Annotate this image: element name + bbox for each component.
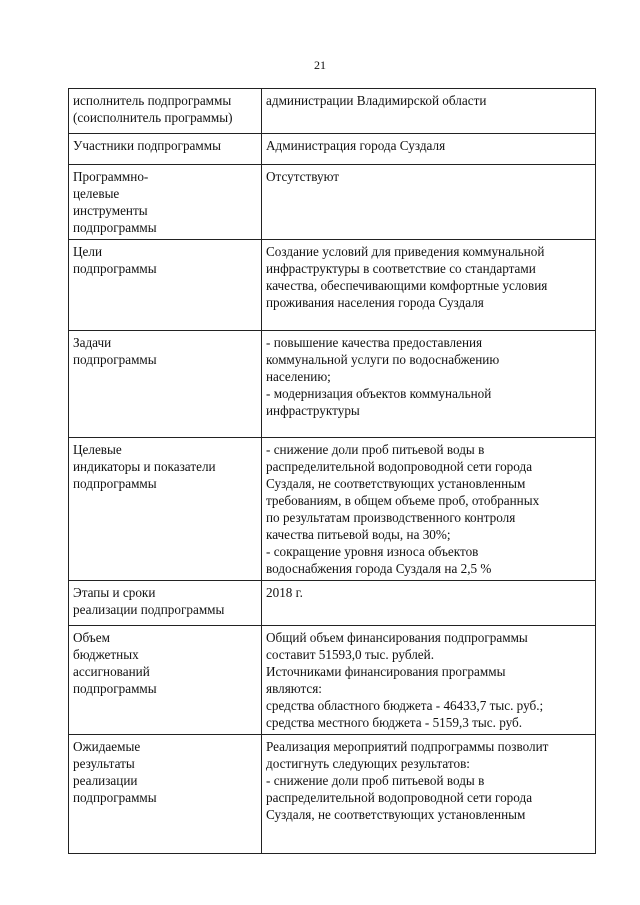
row-label-line: Цели <box>73 244 103 259</box>
row-label-line: Объем <box>73 630 110 645</box>
row-value-line: - повышение качества предоставления <box>266 335 483 350</box>
row-value-line: качества, обеспечивающими комфортные условия <box>266 278 548 293</box>
row-value-cell <box>262 165 596 240</box>
row-label-line: (соисполнитель программы) <box>73 110 233 125</box>
row-value-line: Общий объем финансирования подпрограммы <box>266 630 528 645</box>
row-label-line: Ожидаемые <box>73 739 141 754</box>
table-row <box>69 89 596 134</box>
row-label-line: Участники подпрограммы <box>73 138 221 153</box>
row-value-line: являются: <box>266 681 322 696</box>
row-value-line: Администрация города Суздаля <box>266 138 446 153</box>
row-label-line: ассигнований <box>73 664 150 679</box>
row-value-line: Реализация мероприятий подпрограммы позволит <box>266 739 549 754</box>
row-value-cell <box>262 89 596 134</box>
row-label-line: подпрограммы <box>73 681 157 696</box>
row-label-cell <box>69 89 262 134</box>
row-label-line: инструменты <box>73 203 148 218</box>
row-label-line: индикаторы и показатели <box>73 459 216 474</box>
row-label-line: Программно- <box>73 169 149 184</box>
subprogram-passport-table <box>68 88 596 854</box>
row-label-line: подпрограммы <box>73 261 157 276</box>
row-label-cell <box>69 438 262 581</box>
row-label-line: подпрограммы <box>73 220 157 235</box>
table-row <box>69 134 596 165</box>
row-value-line: - снижение доли проб питьевой воды в <box>266 773 485 788</box>
row-label-cell <box>69 134 262 165</box>
table-row <box>69 165 596 240</box>
row-value-line: инфраструктуры в соответствие со стандартами <box>266 261 536 276</box>
row-value-line: качества питьевой воды, на 30%; <box>266 527 451 542</box>
table-row <box>69 735 596 854</box>
row-value-cell <box>262 626 596 735</box>
row-label-line: Задачи <box>73 335 112 350</box>
row-label-line: Этапы и сроки <box>73 585 156 600</box>
row-value-line: - модернизация объектов коммунальной <box>266 386 492 401</box>
table-row <box>69 331 596 438</box>
row-value-line: по результатам производственного контроля <box>266 510 516 525</box>
row-label-line: исполнитель подпрограммы <box>73 93 232 108</box>
row-label-cell <box>69 581 262 626</box>
row-value-line: Суздаля, не соответствующих установленным <box>266 476 526 491</box>
row-value-line: требованиям, в общем объеме проб, отобранных <box>266 493 540 508</box>
table-row <box>69 438 596 581</box>
row-label-cell <box>69 331 262 438</box>
row-label-line: реализации <box>73 773 138 788</box>
row-value-line: Источниками финансирования программы <box>266 664 506 679</box>
table-row <box>69 240 596 331</box>
row-label-line: подпрограммы <box>73 352 157 367</box>
row-label-line: Целевые <box>73 442 122 457</box>
table-row <box>69 581 596 626</box>
row-value-line: Создание условий для приведения коммунальной <box>266 244 545 259</box>
row-value-cell <box>262 331 596 438</box>
row-value-line: распределительной водопроводной сети города <box>266 790 533 805</box>
row-value-cell <box>262 134 596 165</box>
row-label-line: реализации подпрограммы <box>73 602 225 617</box>
row-value-cell <box>262 240 596 331</box>
row-label-line: подпрограммы <box>73 476 157 491</box>
row-label-line: бюджетных <box>73 647 139 662</box>
row-label-cell <box>69 735 262 854</box>
row-label-cell <box>69 240 262 331</box>
row-label-line: результаты <box>73 756 135 771</box>
row-value-line: средства областного бюджета - 46433,7 тыс. руб.; <box>266 698 544 713</box>
row-label-cell <box>69 165 262 240</box>
row-value-cell <box>262 438 596 581</box>
page-number: 21 <box>314 58 326 72</box>
row-value-line: Суздаля, не соответствующих установленным <box>266 807 526 822</box>
row-label-line: подпрограммы <box>73 790 157 805</box>
row-value-line: населению; <box>266 369 331 384</box>
row-value-line: составит 51593,0 тыс. рублей. <box>266 647 434 662</box>
row-value-line: коммунальной услуги по водоснабжению <box>266 352 500 367</box>
row-value-cell <box>262 735 596 854</box>
row-value-line: распределительной водопроводной сети города <box>266 459 533 474</box>
row-value-line: администрации Владимирской области <box>266 93 487 108</box>
row-label-cell <box>69 626 262 735</box>
row-value-line: достигнуть следующих результатов: <box>266 756 470 771</box>
table-row <box>69 626 596 735</box>
row-value-line: Отсутствуют <box>266 169 340 184</box>
row-value-line: 2018 г. <box>266 585 303 600</box>
row-value-line: - сокращение уровня износа объектов <box>266 544 479 559</box>
row-value-line: инфраструктуры <box>266 403 360 418</box>
row-value-line: - снижение доли проб питьевой воды в <box>266 442 485 457</box>
row-value-line: проживания населения города Суздаля <box>266 295 484 310</box>
row-value-line: средства местного бюджета - 5159,3 тыс. руб. <box>266 715 523 730</box>
row-label-line: целевые <box>73 186 120 201</box>
row-value-cell <box>262 581 596 626</box>
row-value-line: водоснабжения города Суздаля на 2,5 % <box>266 561 492 576</box>
